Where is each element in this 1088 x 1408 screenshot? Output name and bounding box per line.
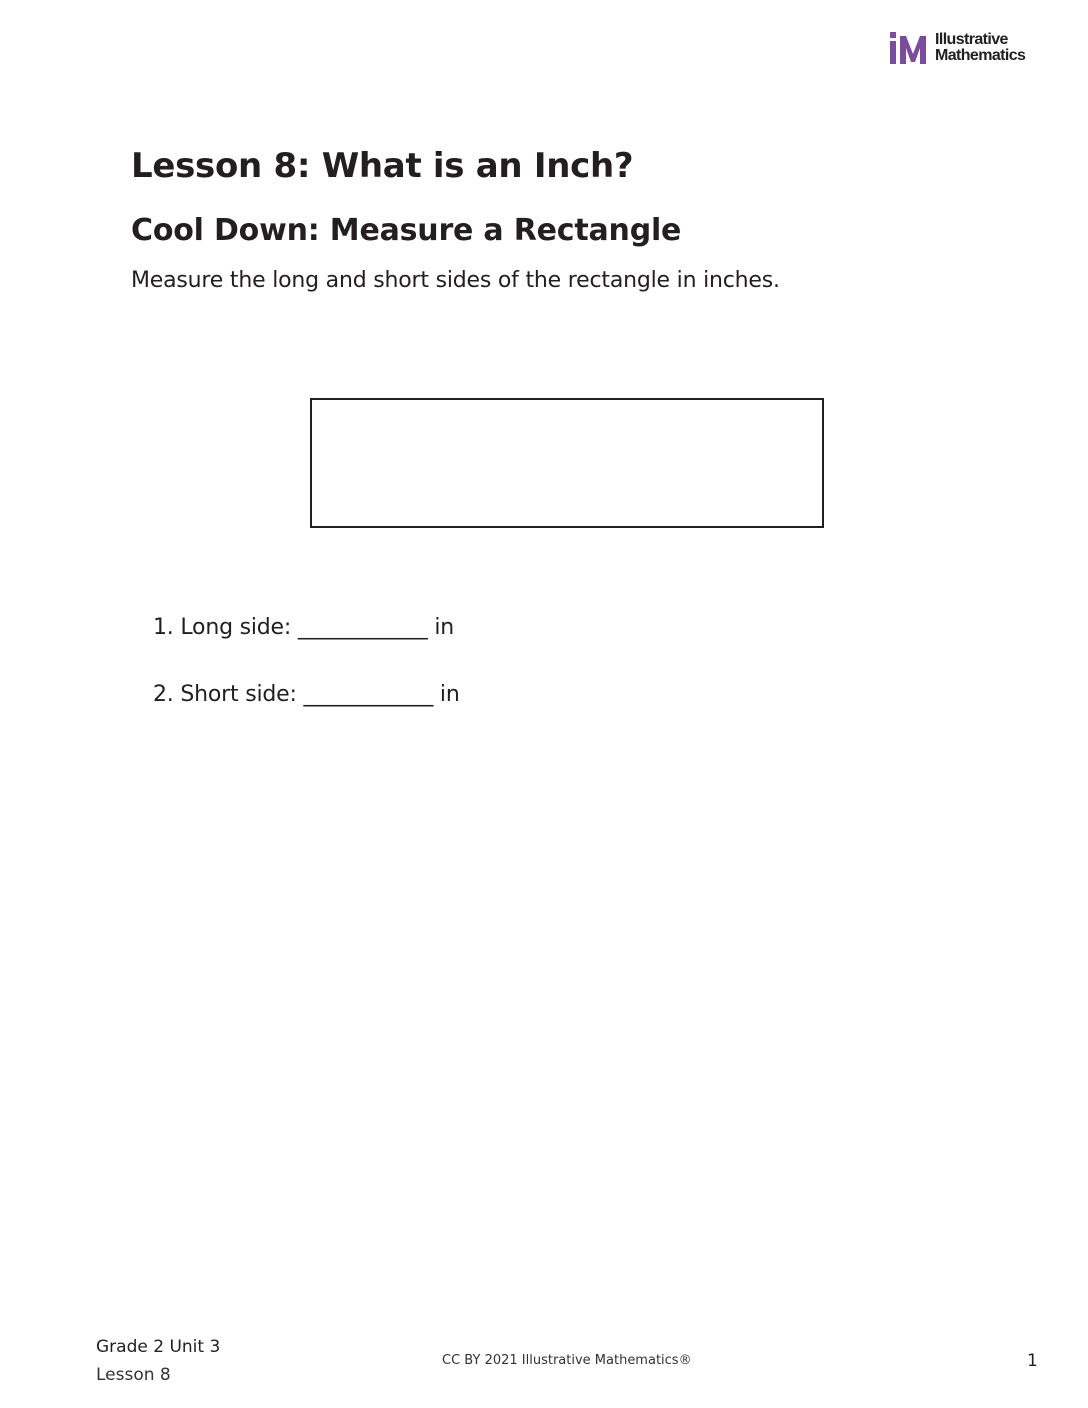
page-number: 1 xyxy=(1027,1351,1038,1371)
footer-lesson: Lesson 8 xyxy=(96,1365,171,1385)
cooldown-title: Cool Down: Measure a Rectangle xyxy=(131,213,682,248)
rectangle-to-measure xyxy=(310,398,824,528)
question-long-side xyxy=(153,612,454,644)
question-number: 2. xyxy=(153,682,174,707)
logo-wordmark xyxy=(935,32,1025,64)
footer-copyright: CC BY 2021 Illustrative Mathematics® xyxy=(442,1353,692,1368)
answer-blank: ____________ xyxy=(297,615,428,640)
unit-label: in xyxy=(439,682,460,707)
question-short-side xyxy=(153,679,460,711)
illustrative-mathematics-logo xyxy=(889,32,1039,68)
question-number: 1. xyxy=(153,615,174,640)
logo-line-2: Mathematics xyxy=(935,47,1026,64)
logo-line-1: Illustrative xyxy=(935,31,1008,48)
instruction-text: Measure the long and short sides of the rectangle in inches. xyxy=(131,268,780,293)
question-label: Short side: xyxy=(180,682,297,707)
question-label: Long side: xyxy=(180,615,292,640)
footer-grade-unit: Grade 2 Unit 3 xyxy=(96,1337,221,1357)
unit-label: in xyxy=(434,615,454,640)
im-logo-icon xyxy=(889,32,929,66)
lesson-title: Lesson 8: What is an Inch? xyxy=(131,146,634,186)
answer-blank: ____________ xyxy=(303,682,434,707)
